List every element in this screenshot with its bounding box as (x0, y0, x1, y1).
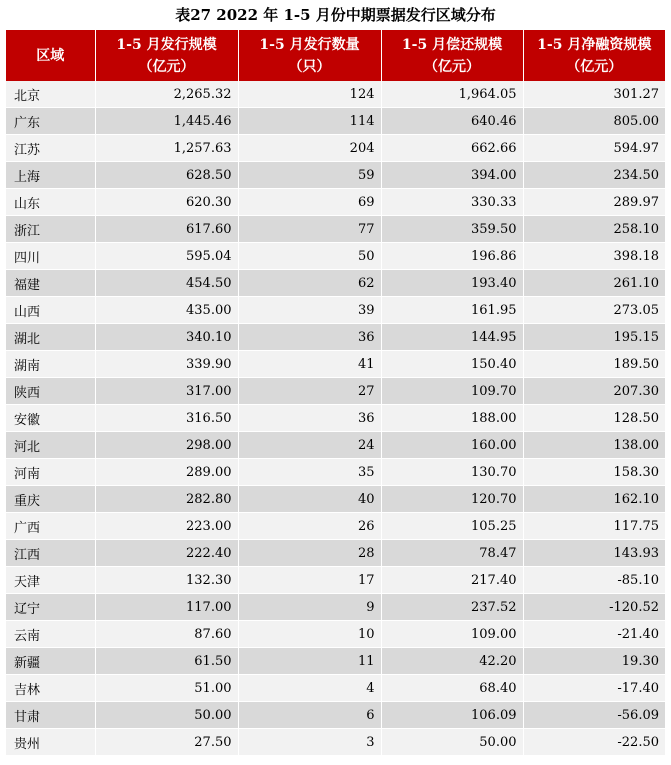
net-financing-cell: 261.10 (523, 270, 665, 297)
issue-count-cell: 77 (238, 216, 381, 243)
issue-count-cell: 36 (238, 324, 381, 351)
table-row (6, 351, 665, 378)
table-row (6, 270, 665, 297)
repay-size-cell: 217.40 (381, 567, 523, 594)
region-cell: 山西 (6, 297, 95, 324)
issue-count-cell: 6 (238, 702, 381, 729)
net-financing-cell: -22.50 (523, 729, 665, 756)
region-cell: 天津 (6, 567, 95, 594)
issue-count-cell: 24 (238, 432, 381, 459)
header-label: 1-5 月发行数量 (259, 36, 360, 53)
net-financing-cell: 19.30 (523, 648, 665, 675)
issue-count-cell: 4 (238, 675, 381, 702)
repay-size-cell: 78.47 (381, 540, 523, 567)
issue-count-cell: 59 (238, 162, 381, 189)
net-financing-cell: -56.09 (523, 702, 665, 729)
table-row (6, 81, 665, 108)
region-cell: 浙江 (6, 216, 95, 243)
table-header (6, 30, 665, 81)
net-financing-cell: 128.50 (523, 405, 665, 432)
issue-count-cell: 17 (238, 567, 381, 594)
issue-size-cell: 1,257.63 (95, 135, 238, 162)
region-cell: 安徽 (6, 405, 95, 432)
net-financing-cell: -17.40 (523, 675, 665, 702)
region-cell: 北京 (6, 81, 95, 108)
repay-size-cell: 330.33 (381, 189, 523, 216)
table-row (6, 567, 665, 594)
issue-size-cell: 87.60 (95, 621, 238, 648)
net-financing-cell: 258.10 (523, 216, 665, 243)
region-cell: 吉林 (6, 675, 95, 702)
header-region (6, 30, 95, 81)
issue-count-cell: 36 (238, 405, 381, 432)
repay-size-cell: 109.70 (381, 378, 523, 405)
repay-size-cell: 640.46 (381, 108, 523, 135)
repay-size-cell: 394.00 (381, 162, 523, 189)
issue-count-cell: 9 (238, 594, 381, 621)
repay-size-cell: 237.52 (381, 594, 523, 621)
repay-size-cell: 144.95 (381, 324, 523, 351)
table-row (6, 648, 665, 675)
region-cell: 江西 (6, 540, 95, 567)
net-financing-cell: 143.93 (523, 540, 665, 567)
issue-size-cell: 595.04 (95, 243, 238, 270)
header-label: 1-5 月偿还规模 (401, 36, 503, 53)
region-cell: 山东 (6, 189, 95, 216)
issue-size-cell: 51.00 (95, 675, 238, 702)
issue-size-cell: 454.50 (95, 270, 238, 297)
region-cell: 甘肃 (6, 702, 95, 729)
region-cell: 辽宁 (6, 594, 95, 621)
repay-size-cell: 106.09 (381, 702, 523, 729)
region-cell: 江苏 (6, 135, 95, 162)
issue-size-cell: 61.50 (95, 648, 238, 675)
issue-size-cell: 223.00 (95, 513, 238, 540)
region-cell: 贵州 (6, 729, 95, 756)
net-financing-cell: 289.97 (523, 189, 665, 216)
table-row (6, 297, 665, 324)
issue-size-cell: 289.00 (95, 459, 238, 486)
table-row (6, 108, 665, 135)
issue-size-cell: 617.60 (95, 216, 238, 243)
repay-size-cell: 150.40 (381, 351, 523, 378)
net-financing-cell: -85.10 (523, 567, 665, 594)
net-financing-cell: 158.30 (523, 459, 665, 486)
issue-size-cell: 317.00 (95, 378, 238, 405)
repay-size-cell: 662.66 (381, 135, 523, 162)
table-row (6, 216, 665, 243)
issue-size-cell: 50.00 (95, 702, 238, 729)
issue-size-cell: 282.80 (95, 486, 238, 513)
issue-size-cell: 132.30 (95, 567, 238, 594)
repay-size-cell: 160.00 (381, 432, 523, 459)
net-financing-cell: 273.05 (523, 297, 665, 324)
table-row (6, 486, 665, 513)
net-financing-cell: 207.30 (523, 378, 665, 405)
region-cell: 湖北 (6, 324, 95, 351)
issue-count-cell: 26 (238, 513, 381, 540)
region-cell: 广西 (6, 513, 95, 540)
issue-size-cell: 628.50 (95, 162, 238, 189)
table-row (6, 162, 665, 189)
issue-size-cell: 340.10 (95, 324, 238, 351)
region-cell: 河南 (6, 459, 95, 486)
issue-size-cell: 298.00 (95, 432, 238, 459)
issue-count-cell: 10 (238, 621, 381, 648)
issue-count-cell: 41 (238, 351, 381, 378)
table-row (6, 729, 665, 756)
net-financing-cell: 195.15 (523, 324, 665, 351)
net-financing-cell: 805.00 (523, 108, 665, 135)
repay-size-cell: 130.70 (381, 459, 523, 486)
table-row (6, 513, 665, 540)
table-row (6, 324, 665, 351)
net-financing-cell: 117.75 (523, 513, 665, 540)
repay-size-cell: 1,964.05 (381, 81, 523, 108)
net-financing-cell: 234.50 (523, 162, 665, 189)
header-label: 区域 (36, 47, 65, 64)
issue-count-cell: 62 (238, 270, 381, 297)
header-unit: （只） (288, 58, 331, 75)
region-cell: 重庆 (6, 486, 95, 513)
header-unit: （亿元） (566, 58, 623, 75)
region-cell: 湖南 (6, 351, 95, 378)
issue-count-cell: 114 (238, 108, 381, 135)
issue-size-cell: 117.00 (95, 594, 238, 621)
region-cell: 河北 (6, 432, 95, 459)
region-cell: 福建 (6, 270, 95, 297)
repay-size-cell: 196.86 (381, 243, 523, 270)
header-row (6, 30, 665, 81)
issue-count-cell: 3 (238, 729, 381, 756)
repay-size-cell: 42.20 (381, 648, 523, 675)
header-unit: （亿元） (138, 58, 195, 75)
table-row (6, 540, 665, 567)
region-cell: 四川 (6, 243, 95, 270)
issue-size-cell: 27.50 (95, 729, 238, 756)
repay-size-cell: 120.70 (381, 486, 523, 513)
issue-size-cell: 316.50 (95, 405, 238, 432)
issue-count-cell: 35 (238, 459, 381, 486)
repay-size-cell: 109.00 (381, 621, 523, 648)
region-cell: 广东 (6, 108, 95, 135)
issue-size-cell: 222.40 (95, 540, 238, 567)
issue-count-cell: 124 (238, 81, 381, 108)
table-row (6, 135, 665, 162)
region-cell: 新疆 (6, 648, 95, 675)
region-cell: 陕西 (6, 378, 95, 405)
table-row (6, 378, 665, 405)
net-financing-cell: -120.52 (523, 594, 665, 621)
issue-count-cell: 28 (238, 540, 381, 567)
net-financing-cell: 301.27 (523, 81, 665, 108)
table-row (6, 702, 665, 729)
table-row (6, 432, 665, 459)
repay-size-cell: 105.25 (381, 513, 523, 540)
region-distribution-table (6, 30, 665, 756)
issue-count-cell: 40 (238, 486, 381, 513)
net-financing-cell: 162.10 (523, 486, 665, 513)
issue-count-cell: 39 (238, 297, 381, 324)
header-label: 1-5 月净融资规模 (537, 36, 652, 53)
net-financing-cell: 594.97 (523, 135, 665, 162)
repay-size-cell: 188.00 (381, 405, 523, 432)
net-financing-cell: 398.18 (523, 243, 665, 270)
header-label: 1-5 月发行规模 (116, 36, 217, 53)
issue-size-cell: 435.00 (95, 297, 238, 324)
header-repay-size (381, 30, 523, 81)
header-net-financing (523, 30, 665, 81)
header-issue-count (238, 30, 381, 81)
table-title: 表27 2022 年 1-5 月份中期票据发行区域分布 (175, 6, 496, 24)
repay-size-cell: 359.50 (381, 216, 523, 243)
issue-count-cell: 11 (238, 648, 381, 675)
issue-count-cell: 50 (238, 243, 381, 270)
net-financing-cell: 138.00 (523, 432, 665, 459)
net-financing-cell: -21.40 (523, 621, 665, 648)
region-cell: 云南 (6, 621, 95, 648)
table-row (6, 405, 665, 432)
table-row (6, 621, 665, 648)
issue-count-cell: 69 (238, 189, 381, 216)
issue-size-cell: 2,265.32 (95, 81, 238, 108)
repay-size-cell: 68.40 (381, 675, 523, 702)
region-cell: 上海 (6, 162, 95, 189)
header-unit: （亿元） (424, 58, 480, 75)
issue-size-cell: 1,445.46 (95, 108, 238, 135)
table-row (6, 675, 665, 702)
issue-count-cell: 204 (238, 135, 381, 162)
table-row (6, 243, 665, 270)
repay-size-cell: 193.40 (381, 270, 523, 297)
table-row (6, 594, 665, 621)
issue-size-cell: 339.90 (95, 351, 238, 378)
issue-count-cell: 27 (238, 378, 381, 405)
repay-size-cell: 161.95 (381, 297, 523, 324)
header-issue-size (95, 30, 238, 81)
issue-size-cell: 620.30 (95, 189, 238, 216)
table-row (6, 459, 665, 486)
net-financing-cell: 189.50 (523, 351, 665, 378)
repay-size-cell: 50.00 (381, 729, 523, 756)
table-row (6, 189, 665, 216)
table-body (6, 81, 665, 756)
